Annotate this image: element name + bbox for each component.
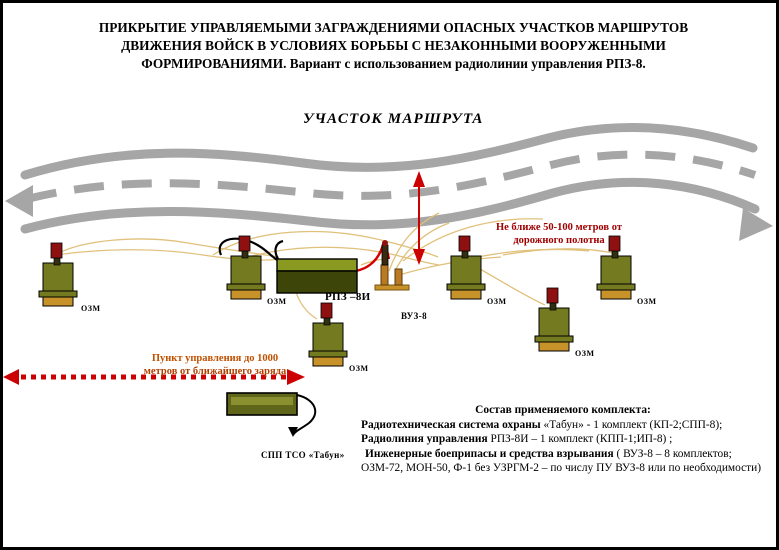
kit-item-2-rest: РПЗ-8И – 1 комплект (КПП-1;ИП-8) ; <box>487 433 673 446</box>
ozm-label-2: ОЗМ <box>267 297 287 306</box>
kit-item-3-rest: ( ВУЗ-8 – 8 комплектов; ОЗМ-72, МОН-50, Ф-1 без УЗРГМ-2 – по числу ПУ ВУЗ-8 или по необходимости) <box>361 447 762 475</box>
distance-arrow-head-up <box>413 171 425 187</box>
kit-composition-header: Состав применяемого комплекта: <box>475 404 651 416</box>
spp-panel <box>231 397 293 405</box>
warning-line-1: Не ближе 50-100 метров от <box>495 222 622 233</box>
ozm-label-6: ОЗМ <box>637 297 657 306</box>
kit-composition-block <box>361 403 765 476</box>
spp-control-station[interactable] <box>227 393 315 437</box>
route-section-label: УЧАСТОК МАРШРУТА <box>303 111 484 127</box>
kit-item-2 <box>361 432 765 447</box>
vuz-antenna-head <box>382 245 388 265</box>
rpz-body-dark <box>277 271 357 293</box>
kit-item-1-rest: «Табун» - 1 комплект (КП-2;СПП-8); <box>540 418 723 431</box>
control-point-line-2: метров от ближайшего заряда <box>143 365 287 377</box>
road-distance-warning <box>469 221 649 247</box>
vuz-post-left <box>381 265 388 285</box>
title-line-1: ПРИКРЫТИЕ УПРАВЛЯЕМЫМИ ЗАГРАЖДЕНИЯМИ ОПАСНЫХ УЧАСТКОВ МАРШРУТОВ <box>98 20 689 35</box>
vuz-label: ВУЗ-8 <box>401 311 428 321</box>
ozm-label-3: ОЗМ <box>349 364 369 373</box>
control-range-head-left <box>3 369 19 385</box>
spp-label: СПП ТСО «Табун» <box>261 450 345 460</box>
road-arrow-left <box>5 185 33 217</box>
ozm-mine-5[interactable] <box>535 288 573 351</box>
title-line-3: ФОРМИРОВАНИЯМИ. Вариант с использованием радиолинии управления РПЗ-8. <box>141 56 646 71</box>
vuz-base <box>375 285 409 290</box>
ozm-label-4: ОЗМ <box>487 297 507 306</box>
ozm-label-5: ОЗМ <box>575 349 595 358</box>
road-group <box>5 128 773 241</box>
rpz-unit[interactable] <box>277 259 357 293</box>
rpz-body-light <box>277 259 357 271</box>
vuz-antenna-tip <box>382 240 388 246</box>
road-center-dashes <box>27 155 755 199</box>
kit-item-3 <box>361 447 765 476</box>
control-point-distance-label <box>115 353 315 378</box>
ozm-label-1: ОЗМ <box>81 304 101 313</box>
control-point-line-1: Пункт управления до 1000 <box>151 353 279 364</box>
kit-item-1-bold: Радиотехническая система охраны <box>361 418 541 431</box>
vuz-post-right <box>395 269 402 285</box>
kit-item-3-bold: Инженерные боеприпасы и средства взрывания <box>365 447 614 460</box>
warning-line-2: дорожного полотна <box>513 235 605 246</box>
road-upper-edge <box>25 128 753 175</box>
kit-item-1 <box>361 418 765 433</box>
distance-arrow-head-down <box>413 249 425 265</box>
kit-item-2-bold: Радиолиния управления <box>361 433 488 446</box>
title-line-2: ДВИЖЕНИЯ ВОЙСК В УСЛОВИЯХ БОРЬБЫ С НЕЗАКОННЫМИ ВООРУЖЕННЫМИ <box>121 38 666 53</box>
rpz-label: РПЗ –8И <box>325 291 371 303</box>
